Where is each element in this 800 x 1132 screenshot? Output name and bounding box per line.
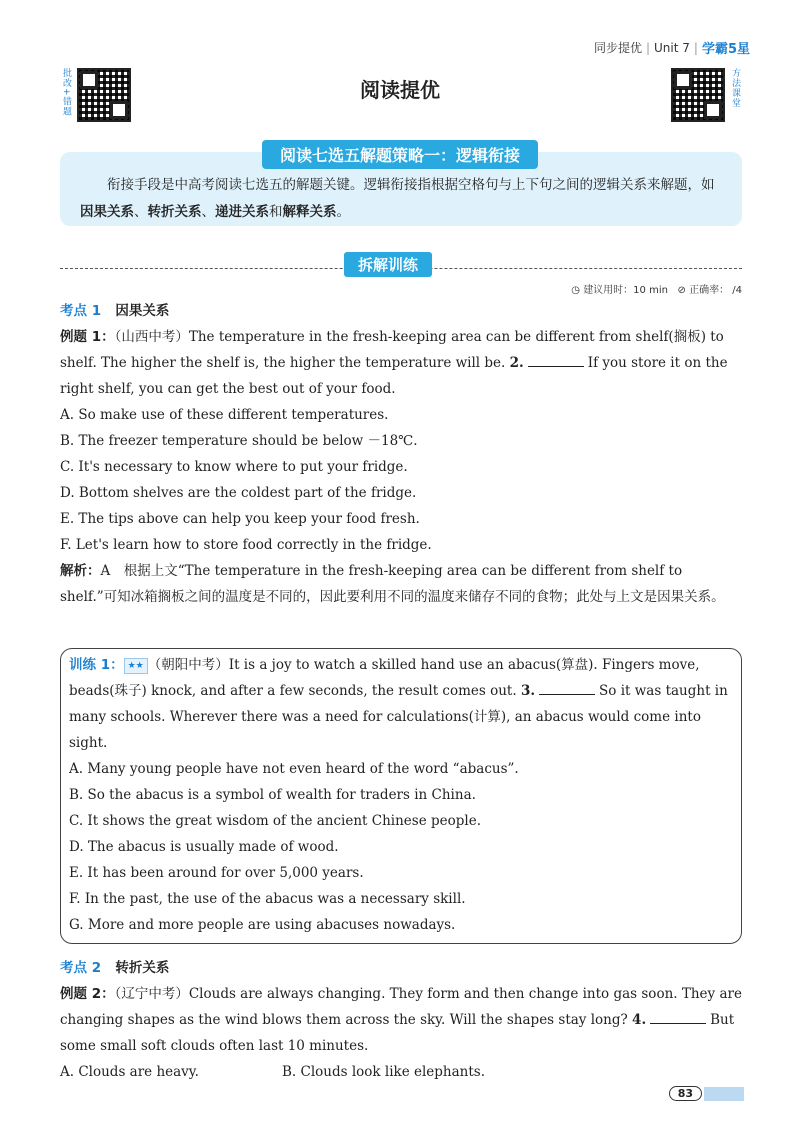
- option-item: B. The freezer temperature should be below －18℃.: [60, 433, 418, 449]
- example-1-passage: [60, 324, 742, 402]
- strategy-punct: 、: [134, 204, 148, 220]
- keypoint-1-heading: [60, 298, 742, 324]
- option-item: C. It shows the great wisdom of the ancient Chinese people.: [69, 813, 481, 829]
- page-number: 83: [669, 1086, 702, 1101]
- training-label: 训练 1：: [69, 657, 124, 673]
- keypoint-label: 考点 2: [60, 960, 102, 976]
- section-label: 拆解训练: [344, 252, 432, 277]
- running-header: [594, 38, 750, 57]
- blank-number: 3.: [520, 683, 536, 699]
- page-title: 阅读提优: [360, 78, 440, 102]
- brand-logo: 学霸5星: [701, 42, 750, 57]
- header-sync: 同步提优: [593, 41, 642, 55]
- option-item: E. It has been around for over 5,000 years.: [69, 865, 364, 881]
- analysis-label: 解析：: [60, 563, 101, 579]
- difficulty-stars-icon: ★★: [124, 658, 148, 674]
- option-item: A. Clouds are heavy.: [60, 1064, 199, 1080]
- qr-left-label: 批改+错题: [61, 68, 71, 117]
- strategy-text-part: 衔接手段是中高考阅读七选五的解题关键。逻辑衔接指根据空格句与上下句之间的逻辑关系来解题，如: [107, 177, 715, 193]
- option-item: B. Clouds look like elephants.: [282, 1064, 485, 1080]
- blank-number: 4.: [632, 1012, 647, 1028]
- accuracy-field: 正确率： /4: [689, 285, 742, 296]
- answer-blank[interactable]: [528, 352, 584, 367]
- example-text: But some small soft clouds often last 10 minutes.: [60, 1012, 735, 1054]
- strategy-punct: 。: [336, 204, 350, 220]
- analysis-text: A 根据上文“The temperature in the fresh-keeping area can be different from shelf to shelf.”可知冰箱搁板之间的温度是不同的，因此要利用不同的温度来储存不同的食物；此处与上文是因果关系。: [60, 563, 725, 605]
- keypoint-2-heading: [60, 955, 742, 981]
- example-text: The temperature in the fresh-keeping area can be different from shelf(搁板) to shelf. The higher the shelf is, the higher the temperature will be.: [60, 329, 724, 371]
- strategy-keyword: 解释关系: [282, 204, 337, 220]
- training-source: （朝阳中考）: [147, 657, 229, 673]
- example-source: （辽宁中考）: [114, 986, 189, 1002]
- header-separator: |: [645, 40, 651, 55]
- analysis: [60, 558, 742, 610]
- option-item: B. So the abacus is a symbol of wealth for traders in China.: [69, 787, 476, 803]
- strategy-keyword: 因果关系: [80, 204, 134, 220]
- strategy-title-wrap: [0, 140, 800, 169]
- option-item: F. In the past, the use of the abacus was a necessary skill.: [69, 891, 466, 907]
- option-item: D. The abacus is usually made of wood.: [69, 839, 339, 855]
- option-item: A. Many young people have not even heard of the word “abacus”.: [69, 761, 519, 777]
- option-item: A. So make use of these different temperatures.: [60, 407, 389, 423]
- option-item: C. It's necessary to know where to put your fridge.: [60, 459, 408, 475]
- option-item: F. Let's learn how to store food correctly in the fridge.: [60, 537, 432, 553]
- strategy-title: 阅读七选五解题策略一：逻辑衔接: [262, 140, 538, 169]
- blank-number: 2.: [509, 355, 524, 371]
- example-source: （山西中考）: [114, 329, 189, 345]
- training-1-passage: [69, 652, 733, 756]
- keypoint-title: 因果关系: [115, 303, 170, 319]
- header-unit: Unit 7: [654, 40, 690, 55]
- example-1-block: [60, 298, 742, 610]
- option-item: E. The tips above can help you keep your food fresh.: [60, 511, 420, 527]
- example-label: 例题 2：: [60, 986, 115, 1002]
- option-item: G. More and more people are using abacuses nowadays.: [69, 917, 456, 933]
- training-text: It is a joy to watch a skilled hand use an abacus(算盘). Fingers move, beads(珠子) knock, and after a few seconds, the result comes out.: [69, 657, 700, 699]
- strategy-text: [80, 172, 720, 226]
- timer-info: [571, 281, 742, 296]
- example-text: Clouds are always changing. They form and then change into gas soon. They are changing shapes as the wind blows them across the sky. Will the shapes stay long?: [60, 986, 742, 1028]
- example-2-passage: [60, 981, 742, 1059]
- example-label: 例题 1：: [60, 329, 115, 345]
- keypoint-label: 考点 1: [60, 303, 102, 319]
- suggested-time: 建议用时：10 min: [583, 285, 668, 296]
- keypoint-title: 转折关系: [115, 960, 170, 976]
- clock-icon: ◷: [571, 285, 580, 296]
- training-text: So it was taught in many schools. Wherever there was a need for calculations(计算), an abacus would come into sight.: [69, 683, 728, 751]
- page-number-tab: [669, 1086, 744, 1101]
- training-1-content: [69, 652, 733, 938]
- answer-blank[interactable]: [650, 1009, 706, 1024]
- strategy-punct: 、: [201, 204, 215, 220]
- header-separator: |: [693, 40, 698, 55]
- answer-blank[interactable]: [539, 680, 595, 695]
- section-bar: [60, 252, 742, 276]
- option-row: [60, 1059, 742, 1085]
- strategy-keyword: 转折关系: [147, 204, 202, 220]
- check-icon: ⊘: [677, 285, 686, 296]
- strategy-punct: 和: [269, 204, 283, 220]
- example-2-block: [60, 955, 742, 1085]
- qr-right-label: 方法课堂: [730, 68, 740, 108]
- example-text: If you store it on the right shelf, you can get the best out of your food.: [60, 355, 728, 397]
- option-item: D. Bottom shelves are the coldest part of the fridge.: [60, 485, 417, 501]
- page-tab-decoration: [704, 1087, 744, 1101]
- strategy-keyword: 递进关系: [215, 204, 269, 220]
